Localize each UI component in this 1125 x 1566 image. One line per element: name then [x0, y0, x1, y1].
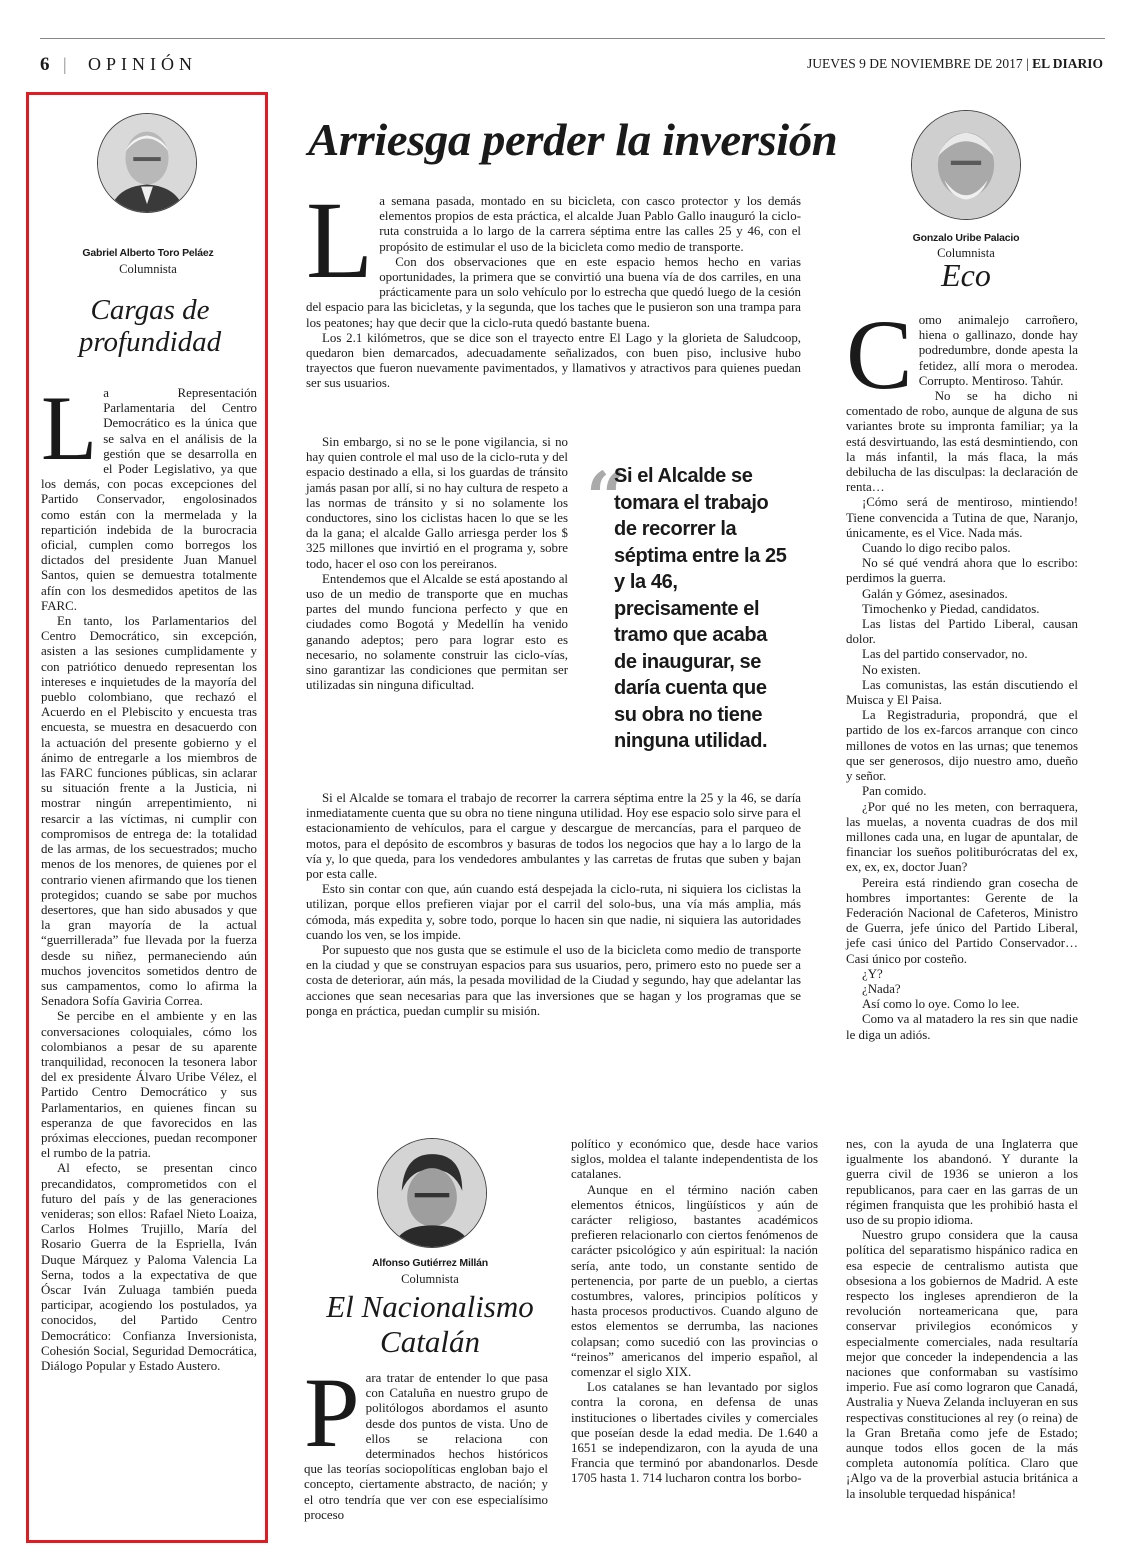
paragraph: No se ha dicho ni comentado de robo, aunque de alguna de sus variantes brote su impronta familiar; ya la está desvirtuando, las está desmintiendo, con la más infantil, la más flaca, la más debilucha de las disculpas: la declaración de renta…: [846, 389, 1078, 495]
dropcap: L: [306, 179, 374, 301]
paragraph: Con dos observaciones que en este espacio hemos hecho en varias oportunidades, la primera que se convirtió una buena vía de dos carriles, en una prácticamente para un solo vehículo por lo estrecha que quedó luego de la cesión del espacio para las bicicletas, y la segunda, que los taches que le pusieron son una trampa para los peatones; hay que decir que la ciclo-ruta quedó bastante buena.: [306, 254, 801, 330]
paragraph: Entendemos que el Alcalde se está apostando al uso de un medio de transporte que en muchas partes del mundo funciona perfecto y que en ciudades como Bogotá y Medellín ha venido ganando adeptos; pero para lograr esto es necesario, no solamente construir las ciclo-vías, sino garantizar las condiciones que permitan ser utilizadas sin ninguna dificultad.: [306, 571, 568, 693]
paragraph: Los catalanes se han levantado por siglos contra la corona, en defensa de unas instituciones o libertades civiles y comerciales que poseían desde la edad media. De 1.640 a 1651 se independizaron, con la ayuda de una Francia que terminó por abandonarlos. Desde 1705 hasta 1. 714 lucharon contra los borbo-: [571, 1380, 818, 1486]
paragraph: a Representación Parlamentaria del Centro Democrático es la única que se salva en el análisis de la gestión que se desarrolla en el Poder Legislativo, ya que los demás, con pocas excepciones del Partido Conservador, engolosinados como están con la mermelada y la repartición indebida de la burocracia oficial, cumplen como borregos los dictados del presidente Juan Manuel Santos, quien se demuestra totalmente afín con los desmedidos apetitos de las FARC.: [41, 386, 257, 613]
paragraph: ¿Nada?: [862, 981, 901, 996]
paragraph: Las del partido conservador, no.: [862, 647, 1028, 662]
paragraph: No existen.: [862, 662, 921, 677]
paragraph: En tanto, los Parlamentarios del Centro Democrático, sin excepción, asisten a las sesiones cumplidamente y con patriótico denuedo representan los intereses e inquietudes de la mayoría del pueblo colombiano, que rechazó el Acuerdo en el Plebiscito y encuesta tras encuesta, se muestra en desacuerdo con la actuación del presente gobierno y el ánimo de entregarle a los miembros de las FARC funciones públicas, sin aclarar su situación frente a la Justicia, ni mostrar ningún arrepentimiento, ni resarcir a las víctimas, ni cumplir con compromisos de entrega de: la totalidad de las armas, de los secuestrados; mucho menos de los menores, de quienes por el contrario vienen afirmando que los tienen protegidos; cuando se sabe por muchos desertores, que han sido abusados y que la gran mayoría de la actual “guerrillerada” fue llevada por la fuerza desde su niñez, permaneciendo aún muchos jovencitos sometidos dentro de sus campamentos, como lo afirma la Senadora Sofía Gaviria Correa.: [41, 614, 257, 1009]
paragraph: Se percibe en el ambiente y en las conversaciones coloquiales, cómo los colombianos a pesar de su aparente tranquilidad, reconocen la tesonera labor del ex presidente Álvaro Uribe Vélez, el Partido Centro Democrático y sus Parlamentarios, en quienes fincan su esperanza de que favorecidos en las próximas elecciones, puedan recomponer el rumbo de la patria.: [41, 1009, 257, 1161]
author-role-gutierrez: Columnista: [401, 1272, 459, 1286]
dateline: [807, 56, 1103, 72]
author-portrait-toro: [97, 113, 197, 213]
issue-date: JUEVES 9 DE NOVIEMBRE DE 2017: [807, 56, 1023, 71]
dropcap: C: [846, 299, 913, 410]
paragraph: Sin embargo, si no se le pone vigilancia, si no hay quien controle el mal uso de la ciclo-ruta y del espacio destinado a ella, si los guardas de tránsito jamás pasan por allí, si no hay cultura de respeto a las normas de tránsito y si no solamente los conductores, sino los ciclistas hacen lo que se les da la gana; el alcalde Gallo arriesga perder los $ 325 millones que invirtió en el programa y, sobre todo, hacer el oso con los pereiranos.: [306, 435, 568, 571]
paragraph: Galán y Gómez, asesinados.: [862, 586, 1008, 601]
editorial-body-top: [306, 179, 801, 392]
paragraph: Así como lo oye. Como lo lee.: [862, 997, 1020, 1012]
column-title-cargas: Cargas de profundidad: [78, 294, 222, 359]
paragraph: Pereira está rindiendo gran cosecha de hombres importantes: Gerente de la Federación Nacional de Cafeteros, Ministro de Guerra, jefe único del Partido Liberal, jefe casi único del Partido Conservador… Casi único por costeño.: [846, 875, 1078, 966]
paragraph: No sé qué vendrá ahora que lo escribo: perdimos la guerra.: [846, 556, 1078, 586]
portrait-photo: [98, 114, 196, 212]
paragraph: Los 2.1 kilómetros, que se dice son el trayecto entre El Lago y la glorieta de Saludcoop, quedaron bien demarcados, adecuadamente señalizados, con buen piso, inclusive hubo trayectos que fueron nuevamente pavimentados, y llamativos y atractivos para quienes puedan ser sus usuarios.: [306, 330, 801, 391]
paragraph: Por supuesto que nos gusta que se estimule el uso de la bicicleta como medio de transporte en la ciudad y que se construyan espacios para sus usuarios, pero, primero esto no puede ser a costa de deteriorar, aún más, la pesada movilidad de la Ciudad y segundo, hay que adelantar las acciones que sean necesarias para que las inversiones que se hagan y los programas que se ponga en práctica, puedan cumplir su misión.: [306, 943, 801, 1018]
column-title-nacionalismo: El Nacionalismo Catalán: [326, 1289, 534, 1359]
portrait-photo: [378, 1139, 486, 1247]
paragraph: Si el Alcalde se tomara el trabajo de recorrer la carrera séptima entre la 25 y la 46, se daría inmediatamente cuenta que su obra no tiene ninguna utilidad. Hoy ese espacio solo sirve para el estacionamiento de vehículos, para el cargue y descargue de mercancías, para el parqueo de motos, para el depósito de escombros y basuras de todos los negocios que hay a lo largo de la vía y, lo que queda, para los vendedores ambulantes y las carretas de frutas que suben y bajan por esta calle.: [306, 791, 801, 882]
paragraph: nes, con la ayuda de una Inglaterra que igualmente los abandonó. Y durante la guerra civil de 1936 se unieron a los republicanos, para caer en las garras de un régimen franquista que les prohibió hasta el uso de su propio idioma.: [846, 1137, 1078, 1228]
paragraph: ¡Cómo será de mentiroso, mintiendo! Tiene convencida a Tutina de que, Naranjo, únicamente, es el Vice. Nada más.: [846, 495, 1078, 540]
editorial-body-bottom: [306, 791, 801, 1019]
dateline-separator: |: [1026, 56, 1029, 71]
author-portrait-uribe: [911, 110, 1021, 220]
article-body-cargas: [41, 377, 257, 1374]
author-role-toro: Columnista: [119, 262, 177, 276]
paragraph: Cuando lo digo recibo palos.: [862, 541, 1011, 556]
paragraph: omo animalejo carroñero, hiena o gallinazo, donde hay podredumbre, donde apesta la fetidez, allí mora o merodea. Corrupto. Mentiroso. Tahúr.: [918, 313, 1078, 388]
author-name-toro: Gabriel Alberto Toro Peláez: [82, 247, 214, 259]
paragraph: a semana pasada, montado en su bicicleta, con casco protector y los demás elementos propios de esta práctica, el alcalde Juan Pablo Gallo inauguró la ciclo-ruta construida a lo largo de la carrera séptima entre las calles 25 y 46, con el propósito de estimular el uso de la bicicleta como medio de transporte.: [379, 194, 801, 254]
header-rule: [40, 38, 1105, 39]
paragraph: Nuestro grupo considera que la causa política del separatismo hispánico radica en esa especie de centralismo autista que obsesiona a los gobiernos de Madrid. A este respecto los ingleses aprendieron de la revolución norteamericana que, para conservar privilegios económicos y especialmente comerciales, nada resultaría mejor que conceder la independencia a las naciones que conformaban su vastísimo imperio. Fue así como lograron que Canadá, Australia y Nueva Zelanda incluyeran en sus respectivas constituciones al rey (o reina) de la Gran Bretaña como jefe de Estado; aunque todos ellos gocen de la más completa autonomía política. Claro que ¡Algo va de la proverbial astucia británica a la insoluble terquedad hispánica!: [846, 1228, 1078, 1501]
article-body-eco: [846, 299, 1078, 1043]
column-title-eco: Eco: [941, 257, 991, 293]
paragraph: La Registraduria, propondrá, que el partido de los ex-farcos arranque con cinco millones de votos en las urnas; que tenemos que ser generosos, dijo nuestro amo, dueño y señor.: [846, 708, 1078, 784]
paragraph: Las listas del Partido Liberal, causan dolor.: [846, 617, 1078, 647]
paragraph: ¿Por qué no les meten, con berraquera, las muelas, a noventa cuadras de dos mil millones cada una, en lugar de apuntalar, de financiar los sueños politiburócratas del ex, ex, ex, ex, doctor Juan?: [846, 799, 1078, 875]
paragraph: ¿Y?: [862, 966, 883, 981]
author-name-gutierrez: Alfonso Gutiérrez Millán: [372, 1257, 488, 1269]
headline: Arriesga perder la inversión: [308, 114, 838, 165]
paragraph: Esto sin contar con que, aún cuando está despejada la ciclo-ruta, ni siquiera los ciclistas la utilizan, porque ellos prefieren viajar por el carril del solo-bus, una vía más amplia, más cómoda, más expedita y, sobre todo, porque lo hacen sin que nadie, ni siquiera las autoridades cuando los ven, se los impide.: [306, 882, 801, 942]
author-name-uribe: Gonzalo Uribe Palacio: [912, 232, 1020, 244]
quote-mark-icon: “: [586, 456, 627, 539]
header-separator: |: [63, 54, 67, 74]
paragraph: político y económico que, desde hace varios siglos, moldea el talante independentista de los catalanes.: [571, 1137, 818, 1182]
paragraph: Aunque en el término nación caben elementos étnicos, lingüísticos y aún de carácter religioso, bastantes académicos prefieren relacionarlo con ciertos fenómenos de carácter psicológico y aún espiritual: la nación sería, ante todo, un constante sentido de pertenencia, por parte de un pueblo, a ciertas costumbres, valores, principios políticos y hasta procesos productivos. Cuando alguno de estos elementos se derrumba, las naciones colapsan; como sucedió con las provincias o “reinos” americanos del imperio español, al comenzar el siglo XIX.: [571, 1182, 818, 1380]
newspaper-name: EL DIARIO: [1032, 56, 1103, 71]
dropcap: P: [304, 1357, 360, 1468]
paragraph: Pan comido.: [862, 784, 927, 799]
page-number: 6: [40, 54, 50, 75]
portrait-photo: [912, 111, 1020, 219]
article-body-nac-col2: [571, 1137, 818, 1487]
article-body-nac-col1: [304, 1357, 548, 1523]
dropcap: L: [41, 377, 98, 479]
pull-quote: Si el Alcalde se tomara el trabajo de recorrer la séptima entre la 25 y la 46, precisamente el tramo que acaba de inaugurar, se daría cuenta que su obra no tiene ninguna utilidad.: [614, 465, 787, 752]
section-title: OPINIÓN: [88, 54, 197, 74]
article-body-nac-col3: [846, 1137, 1078, 1502]
paragraph: ara tratar de entender lo que pasa con Cataluña en nuestro grupo de politólogos abordamos el asunto desde dos puntos de vista. Uno de ellos se relaciona con determinados hechos históricos que las teorías sociopolíticas engloban bajo el concepto, ciertamente abstracto, de nación; y el otro tendría que ver con ese especialísimo proceso: [304, 1371, 548, 1522]
paragraph: Las comunistas, las están discutiendo el Muisca y El Paisa.: [846, 677, 1078, 708]
author-role-uribe: Columnista: [937, 246, 995, 260]
paragraph: Al efecto, se presentan cinco precandidatos, comprometidos con el futuro del país y de las generaciones venideras; son ellos: Rafael Nieto Loaiza, Carlos Holmes Trujillo, María del Rosario Guerra de la Espriella, Iván Duque Márquez y Paloma Valencia La Serna, todos a la expectativa de que Óscar Iván Zuluaga también pueda participar, acogiendo los postulados, ya conocidos, del Partido Centro Democrático: Confianza Inversionista, Cohesión Social, Seguridad Democrática, Diálogo Popular y Estado Austero.: [41, 1161, 257, 1373]
paragraph: Como va al matadero la res sin que nadie le diga un adiós.: [846, 1012, 1078, 1042]
author-portrait-gutierrez: [377, 1138, 487, 1248]
paragraph: Timochenko y Piedad, candidatos.: [862, 601, 1040, 616]
editorial-body-narrow: [306, 435, 568, 693]
